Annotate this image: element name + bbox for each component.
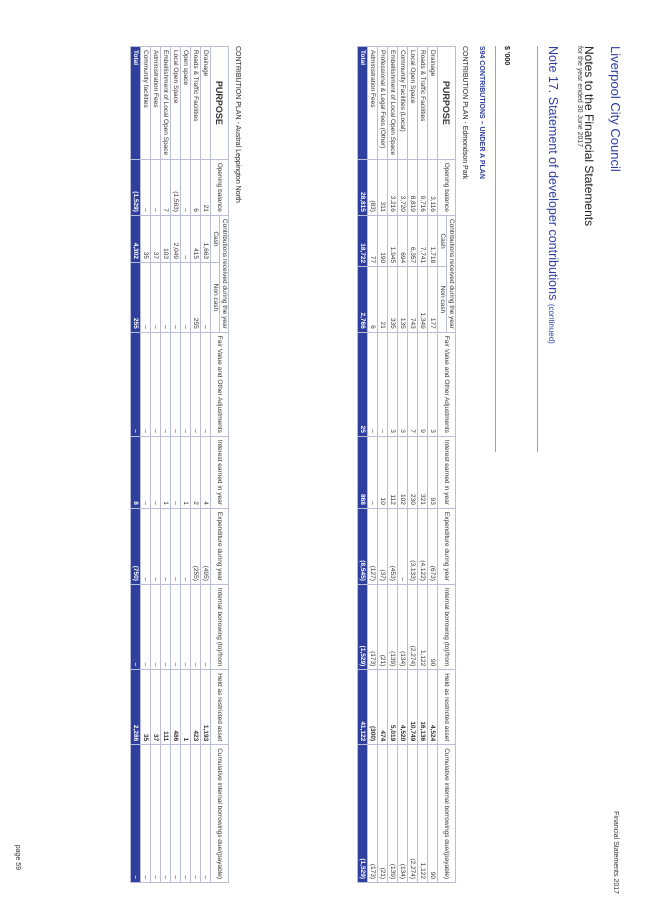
document-title: Notes to the Financial Statements bbox=[582, 46, 596, 227]
col-cash: Cash bbox=[438, 215, 447, 266]
note-continued: (continued) bbox=[547, 303, 556, 344]
cell-held: 474 bbox=[378, 670, 388, 745]
cell-purpose: Embellishment of Local Open Space bbox=[388, 47, 398, 160]
cell-noncash: – bbox=[171, 263, 181, 333]
cell-noncash: – bbox=[141, 263, 151, 333]
cell-interest: 230 bbox=[408, 436, 418, 508]
cell-cum: – bbox=[141, 745, 151, 883]
cell-cash: 694 bbox=[398, 215, 408, 266]
contribution-table bbox=[357, 46, 456, 883]
cell-opening: 6 bbox=[191, 159, 201, 215]
table-row bbox=[398, 47, 408, 883]
cell-cum: 1,122 bbox=[418, 745, 428, 883]
note-title bbox=[546, 46, 560, 344]
cell-borrow: (21) bbox=[378, 584, 388, 669]
col-purpose: PURPOSE bbox=[438, 47, 456, 160]
col-cumulative: Cumulative internal borrowings due/(payable) bbox=[438, 745, 456, 883]
plan-title: CONTRIBUTION PLAN - Edmondson Park bbox=[461, 46, 468, 180]
cell-cum: – bbox=[201, 745, 211, 883]
col-fair-value: Fair Value and Other Adjustments bbox=[211, 332, 229, 436]
cell-held: 486 bbox=[171, 670, 181, 745]
currency-label: $ '000 bbox=[503, 46, 510, 66]
cell-expend: (255) bbox=[191, 508, 201, 584]
total-held: 2,286 bbox=[131, 670, 141, 745]
cell-held: 4,520 bbox=[398, 670, 408, 745]
cell-held: 111 bbox=[161, 670, 171, 745]
cell-expend: (673) bbox=[428, 508, 438, 584]
cell-cum: – bbox=[181, 745, 191, 883]
cell-noncash: 135 bbox=[398, 267, 408, 333]
cell-cum: (173) bbox=[368, 745, 378, 883]
cell-borrow: 1,122 bbox=[418, 584, 428, 669]
cell-cum: – bbox=[171, 745, 181, 883]
divider bbox=[495, 46, 496, 452]
cell-cash: 7,741 bbox=[418, 215, 428, 266]
table-row bbox=[141, 47, 151, 883]
cell-cum: – bbox=[161, 745, 171, 883]
cell-noncash: 6 bbox=[368, 267, 378, 333]
table-row bbox=[408, 47, 418, 883]
cell-purpose: Community facilities bbox=[141, 47, 151, 160]
table-row bbox=[181, 47, 191, 883]
cell-cash: 190 bbox=[378, 215, 388, 266]
divider bbox=[537, 46, 538, 452]
total-held: 41,122 bbox=[358, 670, 368, 745]
col-non-cash: Non cash bbox=[211, 263, 220, 333]
cell-held: 35 bbox=[141, 670, 151, 745]
cell-borrow: – bbox=[141, 584, 151, 669]
cell-cash: 1,718 bbox=[428, 215, 438, 266]
cell-held: 423 bbox=[191, 670, 201, 745]
cell-opening: 8,819 bbox=[408, 159, 418, 215]
cell-interest: 102 bbox=[398, 436, 408, 508]
cell-opening: 3,216 bbox=[388, 159, 398, 215]
total-cum: (1,529) bbox=[358, 745, 368, 883]
total-cum: – bbox=[131, 745, 141, 883]
total-borrow: – bbox=[131, 584, 141, 669]
col-internal-borrowing: Internal borrowing (to)/from bbox=[438, 584, 456, 669]
col-interest: Interest earned in year bbox=[438, 436, 456, 508]
total-fair: 25 bbox=[358, 332, 368, 436]
col-held-restricted: Held as restricted asset bbox=[438, 670, 456, 745]
cell-held: 1,193 bbox=[201, 670, 211, 745]
cell-expend: – bbox=[398, 508, 408, 584]
cell-opening: 7 bbox=[161, 159, 171, 215]
cell-interest: – bbox=[171, 436, 181, 508]
cell-held: 37 bbox=[151, 670, 161, 745]
cell-interest: 1 bbox=[161, 436, 171, 508]
cell-held: 10,749 bbox=[408, 670, 418, 745]
cell-cum: (134) bbox=[398, 745, 408, 883]
total-purpose: Total bbox=[358, 47, 368, 160]
table-total-row bbox=[358, 47, 368, 883]
cell-borrow: – bbox=[171, 584, 181, 669]
cell-borrow: (139) bbox=[388, 584, 398, 669]
col-opening-balance: Opening balance bbox=[211, 159, 229, 215]
cell-cash: 415 bbox=[191, 215, 201, 262]
cell-expend: (127) bbox=[368, 508, 378, 584]
cell-fair: – bbox=[161, 332, 171, 436]
cell-noncash: – bbox=[161, 263, 171, 333]
total-opening: 28,815 bbox=[358, 159, 368, 215]
cell-cash: – bbox=[181, 215, 191, 262]
cell-opening: 9,716 bbox=[418, 159, 428, 215]
cell-interest: – bbox=[141, 436, 151, 508]
total-opening: (1,529) bbox=[131, 159, 141, 215]
cell-fair: – bbox=[368, 332, 378, 436]
cell-borrow: – bbox=[181, 584, 191, 669]
cell-purpose: Roads & Traffic Facilities bbox=[191, 47, 201, 160]
col-opening-balance: Opening balance bbox=[438, 159, 456, 215]
cell-cum: (2,274) bbox=[408, 745, 418, 883]
cell-expend: (4,122) bbox=[418, 508, 428, 584]
contribution-table bbox=[130, 46, 229, 883]
cell-noncash: – bbox=[201, 263, 211, 333]
cell-fair: 3 bbox=[398, 332, 408, 436]
cell-borrow: (2,274) bbox=[408, 584, 418, 669]
cell-borrow: – bbox=[161, 584, 171, 669]
cell-expend: – bbox=[161, 508, 171, 584]
cell-noncash: 1,349 bbox=[418, 267, 428, 333]
cell-purpose: Administration Fees bbox=[368, 47, 378, 160]
cell-purpose: Roads & Traffic Facilities bbox=[418, 47, 428, 160]
cell-cash: 77 bbox=[368, 215, 378, 266]
col-cumulative: Cumulative internal borrowings due/(payable) bbox=[211, 745, 229, 883]
table-row bbox=[191, 47, 201, 883]
cell-fair: – bbox=[181, 332, 191, 436]
cell-cum: – bbox=[191, 745, 201, 883]
cell-held: 4,524 bbox=[428, 670, 438, 745]
cell-cash: 6,357 bbox=[408, 215, 418, 266]
table-total-row bbox=[131, 47, 141, 883]
cell-noncash: – bbox=[151, 263, 161, 333]
total-interest: 868 bbox=[358, 436, 368, 508]
cell-interest: 10 bbox=[378, 436, 388, 508]
cell-cash: 103 bbox=[161, 215, 171, 262]
cell-interest: 321 bbox=[418, 436, 428, 508]
cell-held: (300) bbox=[368, 670, 378, 745]
cell-borrow: – bbox=[191, 584, 201, 669]
cell-fair: – bbox=[141, 332, 151, 436]
cell-cum: – bbox=[151, 745, 161, 883]
col-held-restricted: Held as restricted asset bbox=[211, 670, 229, 745]
cell-interest: – bbox=[151, 436, 161, 508]
cell-cash: 35 bbox=[141, 215, 151, 262]
cell-opening: 21 bbox=[201, 159, 211, 215]
cell-interest: 4 bbox=[201, 436, 211, 508]
cell-cum: (139) bbox=[388, 745, 398, 883]
cell-cum: (21) bbox=[378, 745, 388, 883]
cell-opening: 3,720 bbox=[398, 159, 408, 215]
table-row bbox=[368, 47, 378, 883]
total-noncash: 255 bbox=[131, 263, 141, 333]
cell-interest: – bbox=[368, 436, 378, 508]
cell-purpose: Embellishment of Local Open Space bbox=[161, 47, 171, 160]
cell-noncash: 177 bbox=[428, 267, 438, 333]
table-row bbox=[201, 47, 211, 883]
table-row bbox=[171, 47, 181, 883]
cell-opening: 3,116 bbox=[428, 159, 438, 215]
cell-fair: – bbox=[171, 332, 181, 436]
cell-purpose: Community Facilities (Local) bbox=[398, 47, 408, 160]
note-title-text: Note 17. Statement of developer contributions bbox=[546, 46, 560, 301]
cell-cum: 90 bbox=[428, 745, 438, 883]
col-contributions: Contributions received during the year bbox=[447, 215, 456, 332]
cell-noncash: 743 bbox=[408, 267, 418, 333]
section-title: S94 CONTRIBUTIONS – UNDER A PLAN bbox=[478, 46, 485, 179]
col-expenditure: Expenditure during year bbox=[211, 508, 229, 584]
col-expenditure: Expenditure during year bbox=[438, 508, 456, 584]
cell-borrow: 90 bbox=[428, 584, 438, 669]
cell-interest: 112 bbox=[388, 436, 398, 508]
table-row bbox=[418, 47, 428, 883]
cell-fair: – bbox=[151, 332, 161, 436]
col-internal-borrowing: Internal borrowing (to)/from bbox=[211, 584, 229, 669]
document-subtitle: for the year ended 30 June 2017 bbox=[576, 46, 583, 148]
total-cash: 4,302 bbox=[131, 215, 141, 262]
cell-purpose: Drainage bbox=[428, 47, 438, 160]
cell-noncash: 21 bbox=[378, 267, 388, 333]
cell-expend: – bbox=[151, 508, 161, 584]
cell-fair: – bbox=[201, 332, 211, 436]
cell-noncash: – bbox=[181, 263, 191, 333]
cell-purpose: Drainage bbox=[201, 47, 211, 160]
cell-purpose: Local Open Space bbox=[171, 47, 181, 160]
table-row bbox=[428, 47, 438, 883]
cell-fair: – bbox=[191, 332, 201, 436]
cell-opening: – bbox=[181, 159, 191, 215]
cell-fair: 9 bbox=[418, 332, 428, 436]
cell-fair: 7 bbox=[408, 332, 418, 436]
table-row bbox=[161, 47, 171, 883]
cell-expend: (3,133) bbox=[408, 508, 418, 584]
cell-expend: (495) bbox=[201, 508, 211, 584]
cell-interest: 2 bbox=[191, 436, 201, 508]
total-borrow: (1,529) bbox=[358, 584, 368, 669]
col-cash: Cash bbox=[211, 215, 220, 262]
org-name: Liverpool City Council bbox=[608, 46, 623, 172]
cell-cash: 37 bbox=[151, 215, 161, 262]
cell-fair: 3 bbox=[428, 332, 438, 436]
cell-noncash: 255 bbox=[191, 263, 201, 333]
cell-expend: (453) bbox=[388, 508, 398, 584]
cell-opening: (1,563) bbox=[171, 159, 181, 215]
cell-cash: 1,663 bbox=[201, 215, 211, 262]
cell-opening: (83) bbox=[368, 159, 378, 215]
cell-interest: 1 bbox=[181, 436, 191, 508]
col-purpose: PURPOSE bbox=[211, 47, 229, 160]
cell-opening: – bbox=[141, 159, 151, 215]
cell-expend: – bbox=[181, 508, 191, 584]
cell-expend: – bbox=[141, 508, 151, 584]
col-fair-value: Fair Value and Other Adjustments bbox=[438, 332, 456, 436]
cell-cash: 1,945 bbox=[388, 215, 398, 266]
cell-cash: 2,049 bbox=[171, 215, 181, 262]
cell-opening: 311 bbox=[378, 159, 388, 215]
total-noncash: 2,766 bbox=[358, 267, 368, 333]
plan-title: CONTRIBUTION PLAN - Austral Leppington North bbox=[234, 46, 241, 203]
table-row bbox=[378, 47, 388, 883]
page-number: page 59 bbox=[14, 844, 21, 870]
total-cash: 18,722 bbox=[358, 215, 368, 266]
cell-borrow: – bbox=[151, 584, 161, 669]
table-row bbox=[151, 47, 161, 883]
total-fair: – bbox=[131, 332, 141, 436]
cell-fair: 3 bbox=[388, 332, 398, 436]
cell-opening: – bbox=[151, 159, 161, 215]
cell-purpose: Open space bbox=[181, 47, 191, 160]
cell-held: 16,136 bbox=[418, 670, 428, 745]
total-purpose: Total bbox=[131, 47, 141, 160]
total-interest: 8 bbox=[131, 436, 141, 508]
cell-borrow: (134) bbox=[398, 584, 408, 669]
table-row bbox=[388, 47, 398, 883]
cell-held: 1 bbox=[181, 670, 191, 745]
cell-fair: – bbox=[378, 332, 388, 436]
cell-expend: – bbox=[171, 508, 181, 584]
total-expend: (8,545) bbox=[358, 508, 368, 584]
col-interest: Interest earned in year bbox=[211, 436, 229, 508]
total-expend: (750) bbox=[131, 508, 141, 584]
cell-held: 5,019 bbox=[388, 670, 398, 745]
col-non-cash: Non cash bbox=[438, 267, 447, 333]
cell-interest: 93 bbox=[428, 436, 438, 508]
cell-purpose: Local Open Space bbox=[408, 47, 418, 160]
cell-expend: (37) bbox=[378, 508, 388, 584]
report-tag: Financial Statements 2017 bbox=[612, 811, 619, 894]
cell-borrow: – bbox=[201, 584, 211, 669]
cell-purpose: Administration Fees bbox=[151, 47, 161, 160]
col-contributions: Contributions received during the year bbox=[220, 215, 229, 332]
cell-noncash: 335 bbox=[388, 267, 398, 333]
cell-purpose: Professional & Legal Fees (Other) bbox=[378, 47, 388, 160]
cell-borrow: (173) bbox=[368, 584, 378, 669]
